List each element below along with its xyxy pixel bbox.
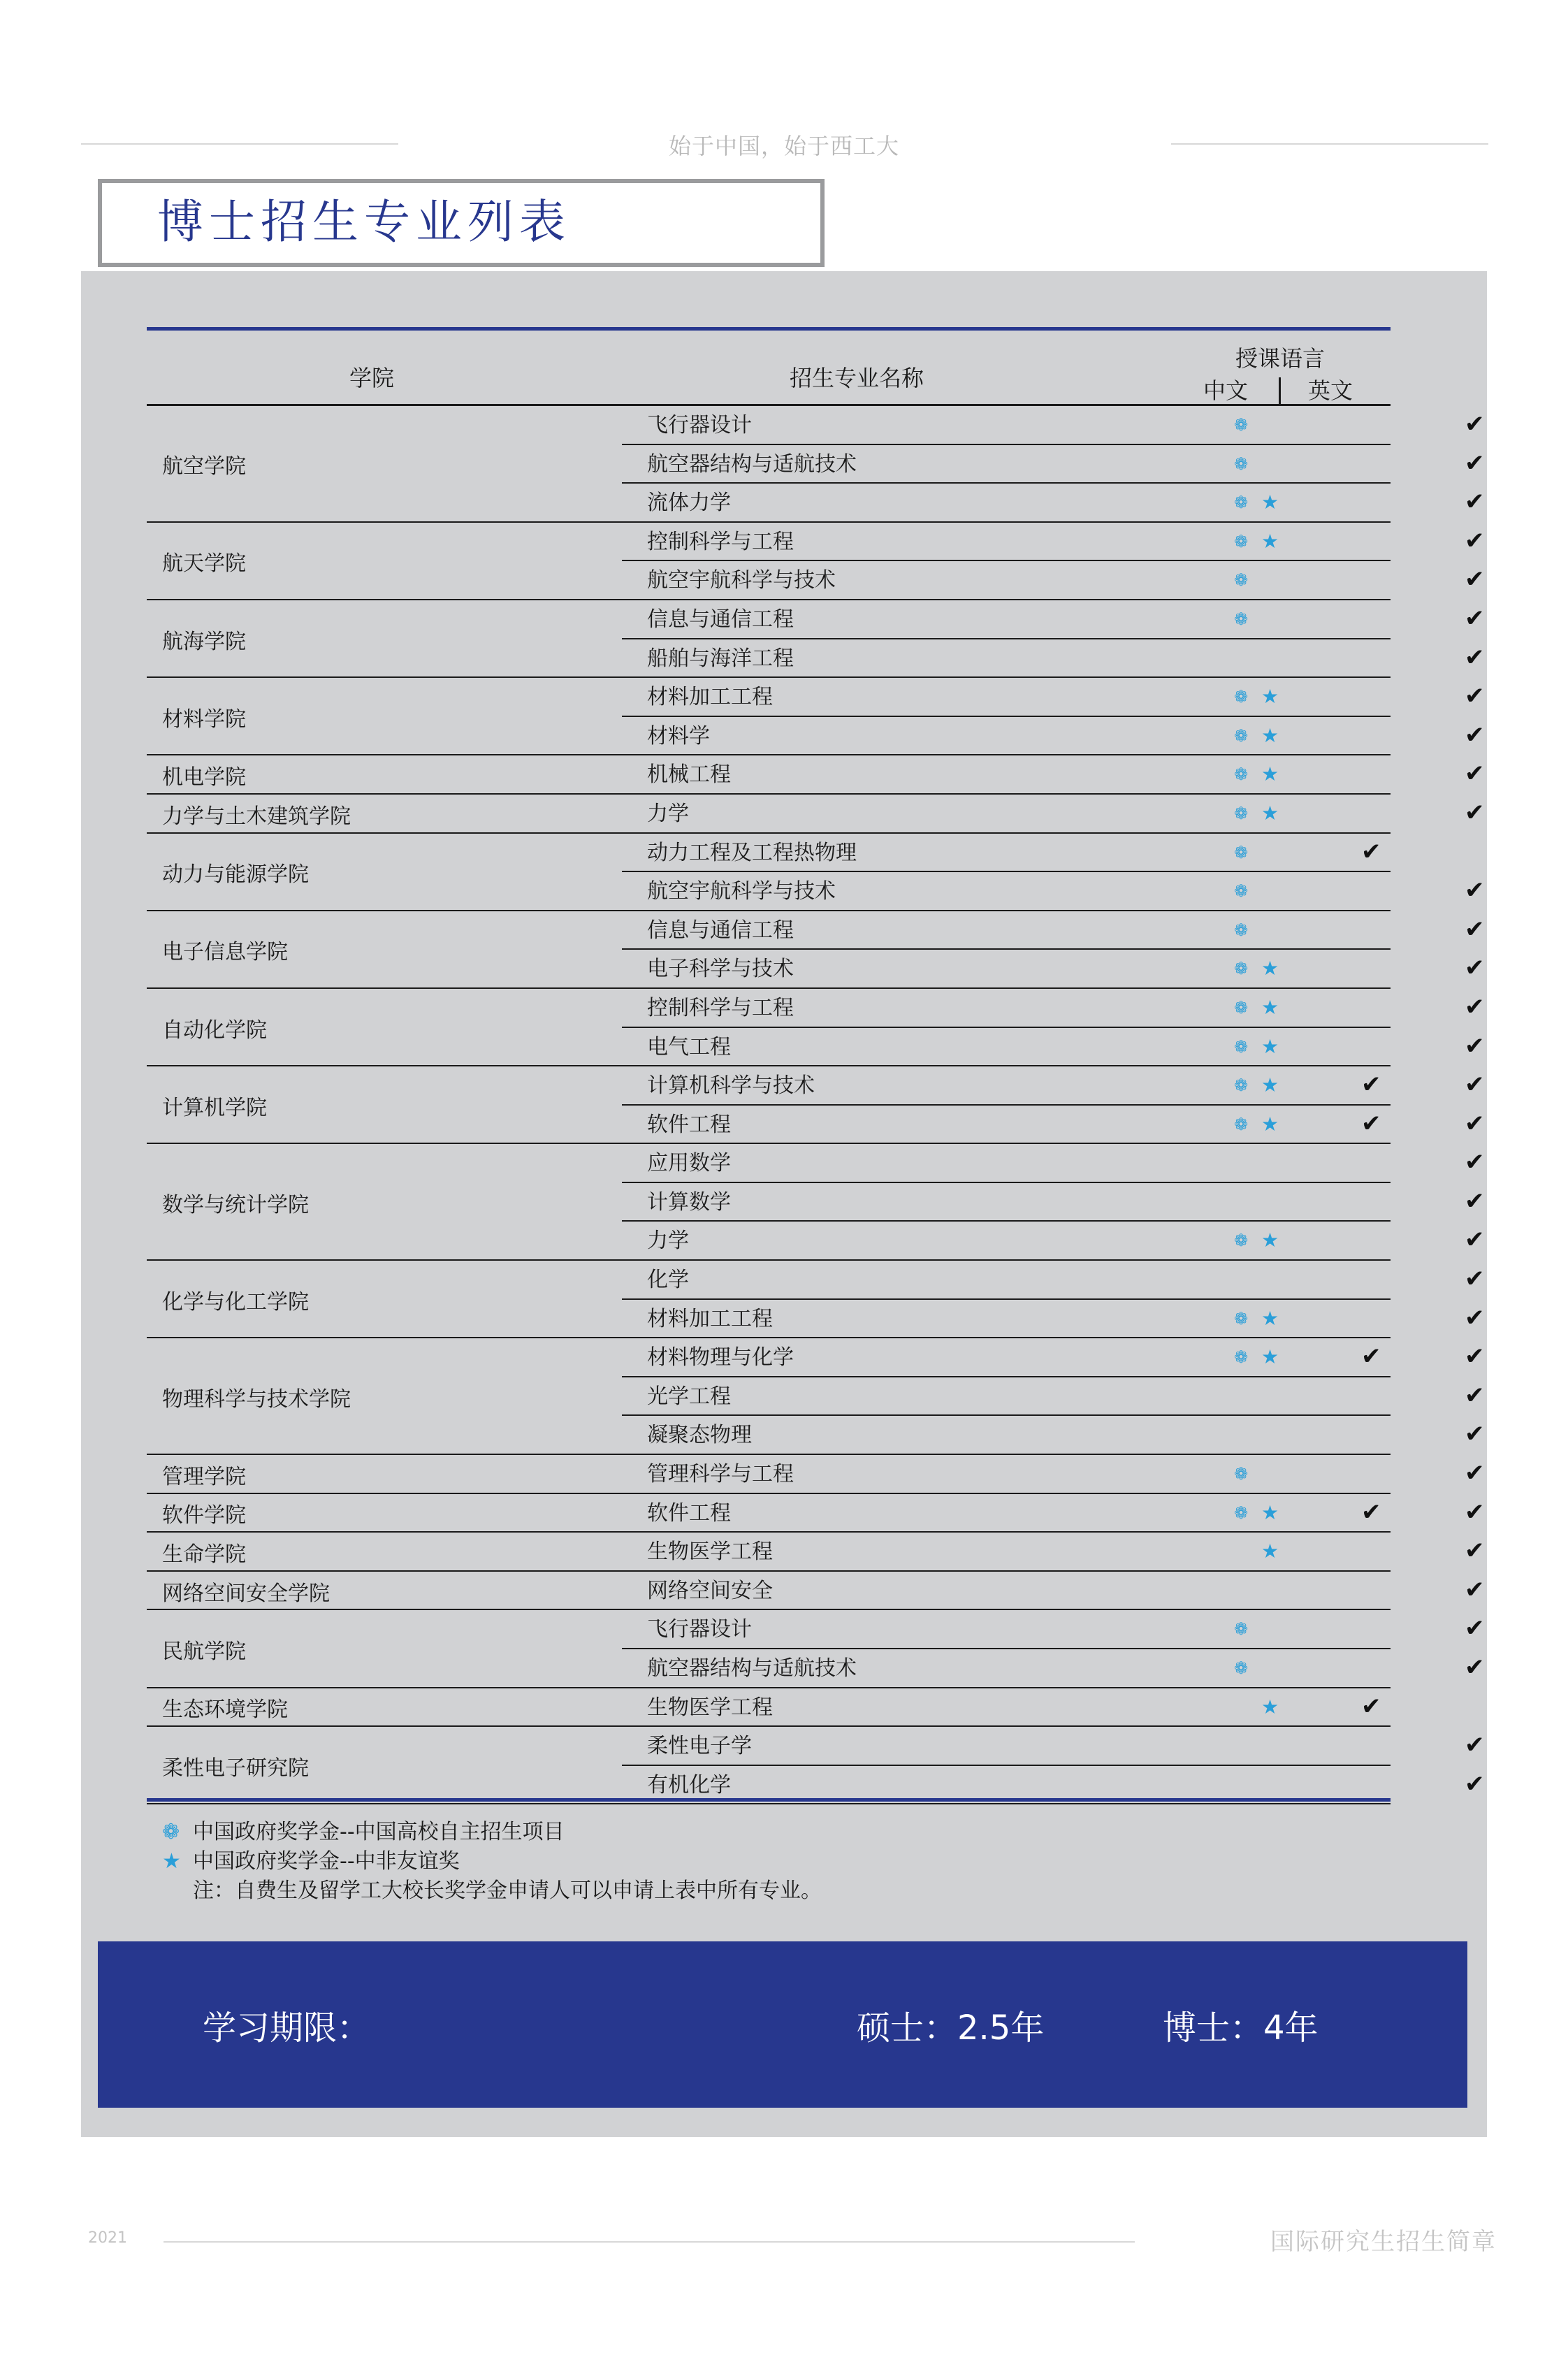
flower-icon: ❁ <box>1234 609 1249 629</box>
major-name: 软件工程 <box>647 1500 731 1526</box>
table-row <box>622 561 1485 600</box>
check-icon-english: ✔ <box>1465 449 1485 477</box>
legend-africa <box>162 1844 460 1874</box>
check-icon-english: ✔ <box>1465 526 1485 555</box>
table-top-rule <box>147 327 1391 331</box>
school-group <box>147 1144 1485 1261</box>
table-row <box>622 989 1485 1028</box>
school-name: 生态环境学院 <box>162 1697 288 1723</box>
school-group <box>147 600 1485 678</box>
legend-africa-text: 中国政府奖学金--中非友谊奖 <box>193 1849 460 1874</box>
legend-gov <box>162 1814 565 1845</box>
school-group <box>147 755 1485 795</box>
school-group <box>147 1688 1391 1728</box>
header-slogan: 始于中国，始于西工大 <box>668 133 899 159</box>
table-row <box>622 1300 1485 1339</box>
school-group <box>147 678 1485 755</box>
table-row <box>622 1028 1485 1067</box>
flower-icon: ❁ <box>1234 415 1249 435</box>
flower-icon: ❁ <box>1234 1036 1249 1057</box>
footer-rule <box>164 2241 1135 2243</box>
school-name: 软件学院 <box>162 1503 246 1528</box>
major-name: 信息与通信工程 <box>647 607 794 632</box>
check-icon-english: ✔ <box>1465 954 1485 983</box>
table-row <box>622 1727 1485 1766</box>
major-name: 飞行器设计 <box>647 1617 752 1642</box>
duration-master: 硕士：2.5年 <box>857 2008 1045 2048</box>
table-row <box>622 1533 1485 1572</box>
table-row <box>622 1338 1485 1377</box>
check-icon-chinese: ✔ <box>1361 1109 1381 1138</box>
check-icon-english: ✔ <box>1465 682 1485 711</box>
flower-icon: ❁ <box>1234 1347 1249 1368</box>
table-row <box>622 484 1485 523</box>
school-group <box>147 989 1485 1066</box>
flower-icon: ❁ <box>1234 842 1249 862</box>
check-icon-english: ✔ <box>1465 1226 1485 1254</box>
group-divider <box>147 1803 1391 1804</box>
major-name: 航空宇航科学与技术 <box>647 568 836 593</box>
table-row <box>622 1572 1485 1611</box>
legend-gov-text: 中国政府奖学金--中国高校自主招生项目 <box>193 1820 565 1844</box>
check-icon-english: ✔ <box>1465 410 1485 438</box>
school-group <box>147 834 1485 911</box>
col-header-divider <box>1279 377 1281 404</box>
legend-note: 注：自费生及留学工大校长奖学金申请人可以申请上表中所有专业。 <box>193 1878 822 1903</box>
check-icon-english: ✔ <box>1465 915 1485 943</box>
school-group <box>147 911 1485 989</box>
col-header-major: 招生专业名称 <box>790 365 924 391</box>
school-name: 生命学院 <box>162 1542 246 1568</box>
table-row <box>622 1106 1485 1145</box>
table-row <box>622 1494 1485 1533</box>
table-row <box>622 1377 1485 1417</box>
table-row <box>622 834 1391 873</box>
check-icon-english: ✔ <box>1465 1031 1485 1060</box>
star-icon: ★ <box>1261 957 1279 980</box>
table-row <box>622 1610 1485 1649</box>
school-name: 民航学院 <box>162 1639 246 1665</box>
flower-icon: ❁ <box>1234 687 1249 707</box>
check-icon-english: ✔ <box>1465 488 1485 516</box>
flower-icon: ❁ <box>1234 1658 1249 1679</box>
major-name: 凝聚态物理 <box>647 1423 752 1448</box>
major-name: 材料学 <box>647 723 710 748</box>
flower-icon: ❁ <box>1234 493 1249 513</box>
check-icon-english: ✔ <box>1465 1498 1485 1526</box>
table-row <box>622 1066 1485 1106</box>
col-header-language: 授课语言 <box>1235 345 1326 372</box>
page-title: 博士招生专业列表 <box>157 195 571 249</box>
school-name: 物理科学与技术学院 <box>162 1387 351 1412</box>
flower-icon: ❁ <box>1234 1114 1249 1134</box>
table-row <box>622 406 1485 445</box>
table-row <box>622 1455 1485 1494</box>
check-icon-english: ✔ <box>1465 1614 1485 1643</box>
school-name: 数学与统计学院 <box>162 1192 309 1217</box>
school-group <box>147 1494 1485 1533</box>
flower-icon: ❁ <box>1234 1231 1249 1251</box>
flower-icon: ❁ <box>1234 803 1249 823</box>
table-row <box>622 950 1485 989</box>
star-icon: ★ <box>1261 491 1279 514</box>
school-group <box>147 1610 1485 1688</box>
table-row <box>622 911 1485 950</box>
school-name: 航天学院 <box>162 551 246 577</box>
check-icon-english: ✔ <box>1465 1187 1485 1215</box>
school-name: 化学与化工学院 <box>162 1289 309 1315</box>
footer-brochure-title: 国际研究生招生简章 <box>1270 2228 1497 2256</box>
flower-icon: ❁ <box>162 1820 180 1844</box>
star-icon: ★ <box>1261 1306 1279 1330</box>
check-icon-english: ✔ <box>1465 798 1485 827</box>
check-icon-english: ✔ <box>1465 1071 1485 1099</box>
check-icon-english: ✔ <box>1465 1109 1485 1138</box>
major-name: 航空器结构与适航技术 <box>647 1656 857 1681</box>
major-name: 材料加工工程 <box>647 685 773 710</box>
table-row <box>622 639 1485 679</box>
school-group <box>147 1066 1485 1144</box>
check-icon-english: ✔ <box>1465 992 1485 1021</box>
major-name: 材料物理与化学 <box>647 1345 794 1370</box>
check-icon-english: ✔ <box>1465 1537 1485 1565</box>
duration-label: 学习期限： <box>203 2008 371 2048</box>
major-name: 船舶与海洋工程 <box>647 646 794 671</box>
check-icon-english: ✔ <box>1465 1265 1485 1294</box>
col-header-chinese: 中文 <box>1203 377 1249 404</box>
school-name: 计算机学院 <box>162 1095 267 1120</box>
flower-icon: ❁ <box>1234 454 1249 474</box>
flower-icon: ❁ <box>1234 920 1249 940</box>
flower-icon: ❁ <box>1234 765 1249 785</box>
star-icon: ★ <box>1261 1345 1279 1369</box>
flower-icon: ❁ <box>1234 1308 1249 1328</box>
check-icon-english: ✔ <box>1465 565 1485 594</box>
flower-icon: ❁ <box>1234 531 1249 551</box>
school-name: 航海学院 <box>162 629 246 654</box>
table-row <box>622 1649 1485 1688</box>
table-bottom-rule <box>147 1798 1391 1802</box>
flower-icon: ❁ <box>1234 725 1249 746</box>
table-row <box>622 1416 1485 1455</box>
star-icon: ★ <box>1261 762 1279 786</box>
major-name: 有机化学 <box>647 1772 731 1797</box>
major-name: 流体力学 <box>647 491 731 516</box>
major-name: 软件工程 <box>647 1112 731 1137</box>
school-group <box>147 523 1485 600</box>
major-name: 计算数学 <box>647 1189 731 1215</box>
school-group <box>147 1572 1485 1611</box>
star-icon: ★ <box>1261 1500 1279 1524</box>
major-name: 光学工程 <box>647 1384 731 1409</box>
star-icon: ★ <box>1261 1073 1279 1097</box>
school-group <box>147 1533 1485 1572</box>
major-name: 机械工程 <box>647 762 731 788</box>
check-icon-english: ✔ <box>1465 1342 1485 1371</box>
check-icon-chinese: ✔ <box>1361 837 1381 866</box>
table-row <box>622 795 1485 834</box>
flower-icon: ❁ <box>1234 997 1249 1018</box>
major-name: 力学 <box>647 801 689 826</box>
school-group <box>147 795 1485 834</box>
check-icon-english: ✔ <box>1465 876 1485 905</box>
check-icon-english: ✔ <box>1465 760 1485 788</box>
school-group <box>147 1261 1485 1338</box>
school-name: 力学与土木建筑学院 <box>162 804 351 829</box>
check-icon-english: ✔ <box>1465 1303 1485 1332</box>
school-name: 材料学院 <box>162 707 246 732</box>
star-icon: ★ <box>1261 1112 1279 1136</box>
flower-icon: ❁ <box>1234 1464 1249 1484</box>
col-header-english: 英文 <box>1308 377 1353 404</box>
major-name: 网络空间安全 <box>647 1578 773 1603</box>
major-name: 航空宇航科学与技术 <box>647 879 836 904</box>
star-icon: ★ <box>1261 1540 1279 1563</box>
major-name: 柔性电子学 <box>647 1734 752 1759</box>
flower-icon: ❁ <box>1234 570 1249 591</box>
col-header-school: 学院 <box>349 365 395 391</box>
table-row <box>622 872 1485 911</box>
table-row <box>622 1144 1485 1183</box>
school-name: 电子信息学院 <box>162 940 288 965</box>
duration-doctor: 博士：4年 <box>1163 2008 1319 2048</box>
table-row <box>622 1183 1485 1222</box>
major-name: 航空器结构与适航技术 <box>647 451 857 477</box>
star-icon: ★ <box>1261 529 1279 553</box>
school-group <box>147 406 1485 523</box>
major-name: 管理科学与工程 <box>647 1462 794 1487</box>
table-row <box>622 523 1485 562</box>
check-icon-chinese: ✔ <box>1361 1692 1381 1721</box>
star-icon: ★ <box>1261 1229 1279 1252</box>
major-name: 生物医学工程 <box>647 1540 773 1565</box>
flower-icon: ❁ <box>1234 1076 1249 1096</box>
study-duration-banner <box>98 1941 1467 2108</box>
table-row <box>622 717 1485 756</box>
table-row <box>622 1222 1485 1261</box>
table-row <box>622 600 1485 639</box>
major-name: 电气工程 <box>647 1034 731 1059</box>
star-icon: ★ <box>1261 685 1279 709</box>
major-name: 控制科学与工程 <box>647 995 794 1020</box>
major-name: 应用数学 <box>647 1151 731 1176</box>
major-name: 计算机科学与技术 <box>647 1073 815 1099</box>
check-icon-english: ✔ <box>1465 643 1485 672</box>
school-group <box>147 1338 1485 1455</box>
major-name: 控制科学与工程 <box>647 529 794 554</box>
major-name: 力学 <box>647 1229 689 1254</box>
check-icon-english: ✔ <box>1465 604 1485 632</box>
school-name: 网络空间安全学院 <box>162 1581 330 1606</box>
school-name: 管理学院 <box>162 1464 246 1489</box>
check-icon-english: ✔ <box>1465 1420 1485 1449</box>
major-name: 化学 <box>647 1268 689 1293</box>
table-row <box>622 1688 1391 1728</box>
major-name: 信息与通信工程 <box>647 918 794 943</box>
check-icon-english: ✔ <box>1465 1731 1485 1760</box>
check-icon-chinese: ✔ <box>1361 1071 1381 1099</box>
star-icon: ★ <box>1261 1695 1279 1718</box>
star-icon: ★ <box>1261 1034 1279 1058</box>
check-icon-english: ✔ <box>1465 1769 1485 1798</box>
school-name: 自动化学院 <box>162 1018 267 1043</box>
major-name: 飞行器设计 <box>647 413 752 437</box>
flower-icon: ❁ <box>1234 1503 1249 1523</box>
star-icon: ★ <box>1261 723 1279 747</box>
table-row <box>622 678 1485 717</box>
table-body <box>147 406 1485 1804</box>
school-name: 航空学院 <box>162 454 246 479</box>
school-group <box>147 1455 1485 1494</box>
major-name: 材料加工工程 <box>647 1306 773 1331</box>
school-group <box>147 1727 1485 1804</box>
school-name: 柔性电子研究院 <box>162 1755 309 1781</box>
star-icon: ★ <box>162 1849 181 1874</box>
table-row <box>622 445 1485 484</box>
check-icon-english: ✔ <box>1465 1381 1485 1410</box>
check-icon-english: ✔ <box>1465 721 1485 749</box>
star-icon: ★ <box>1261 801 1279 825</box>
check-icon-chinese: ✔ <box>1361 1498 1381 1526</box>
check-icon-english: ✔ <box>1465 1148 1485 1177</box>
school-name: 机电学院 <box>162 765 246 790</box>
major-name: 生物医学工程 <box>647 1695 773 1720</box>
check-icon-english: ✔ <box>1465 1653 1485 1682</box>
flower-icon: ❁ <box>1234 1619 1249 1639</box>
table-row <box>622 755 1485 795</box>
school-name: 动力与能源学院 <box>162 862 309 888</box>
check-icon-chinese: ✔ <box>1361 1342 1381 1371</box>
flower-icon: ❁ <box>1234 959 1249 979</box>
check-icon-english: ✔ <box>1465 1575 1485 1604</box>
footer-year: 2021 <box>88 2229 127 2247</box>
major-name: 电子科学与技术 <box>647 957 794 982</box>
check-icon-english: ✔ <box>1465 1459 1485 1488</box>
major-name: 动力工程及工程热物理 <box>647 840 857 865</box>
flower-icon: ❁ <box>1234 881 1249 902</box>
star-icon: ★ <box>1261 995 1279 1019</box>
table-row <box>622 1261 1485 1300</box>
